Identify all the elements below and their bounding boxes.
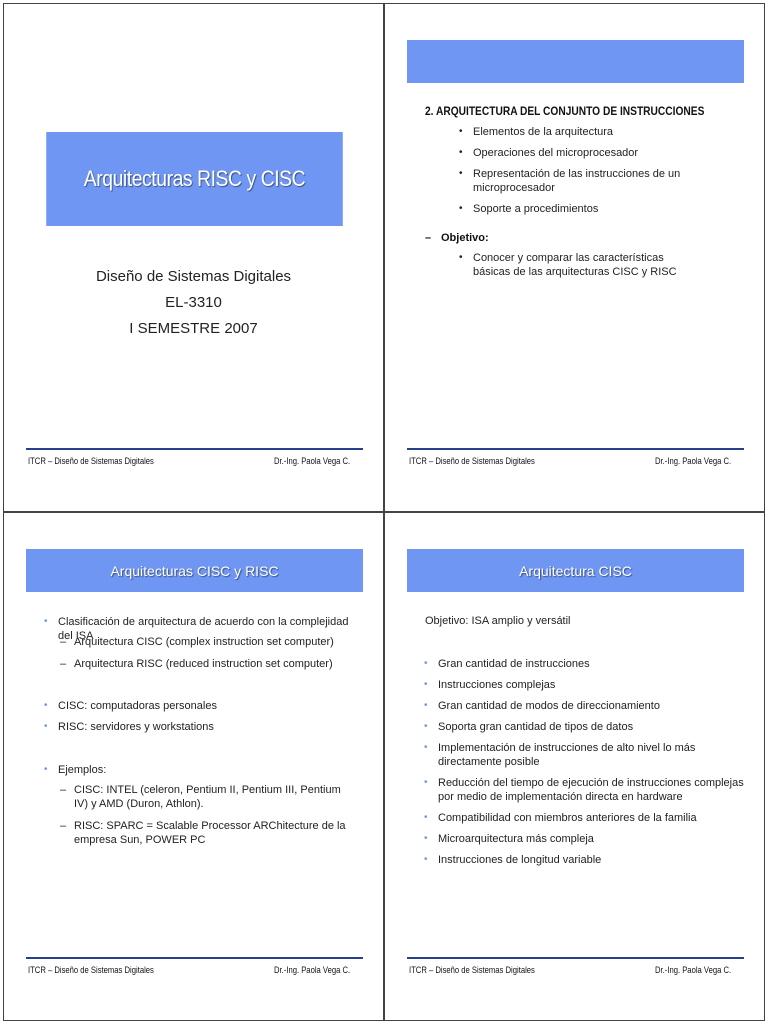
list-item — [74, 783, 349, 811]
slide-2-heading: 2. ARQUITECTURA DEL CONJUNTO DE INSTRUCCIONES — [425, 104, 705, 118]
list-item-text: Gran cantidad de modos de direccionamiento — [438, 700, 660, 712]
list-item-text: Conocer y comparar las características básicas de las arquitecturas CISC y RISC — [473, 252, 677, 278]
list-item — [473, 202, 764, 216]
list-item — [438, 720, 748, 734]
list-item-text: Reducción del tiempo de ejecución de instrucciones complejas por medio de implementación directa en hardware — [438, 777, 744, 803]
list-item-text: Implementación de instrucciones de alto nivel lo más directamente posible — [438, 742, 696, 768]
list-item-text: Representación de las instrucciones de un microprocesador — [473, 168, 681, 194]
slide-3-title: Arquitecturas CISC y RISC — [26, 549, 363, 592]
footer-institution: ITCR – Diseño de Sistemas Digitales — [28, 965, 154, 975]
footer-author: Dr.-Ing. Paola Vega C. — [274, 456, 351, 466]
slide-2-item-list — [473, 125, 764, 223]
list-item — [74, 819, 349, 847]
footer-author: Dr.-Ing. Paola Vega C. — [655, 965, 732, 975]
footer-institution: ITCR – Diseño de Sistemas Digitales — [28, 456, 154, 466]
footer-institution: ITCR – Diseño de Sistemas Digitales — [409, 965, 535, 975]
slide-4-title: Arquitectura CISC — [407, 549, 744, 592]
list-item — [58, 763, 358, 777]
list-item-text: CISC: INTEL (celeron, Pentium II, Pentium III, Pentium IV) y AMD (Duron, Athlon). — [74, 784, 341, 810]
slide-4-objective: Objetivo: ISA amplio y versátil — [425, 615, 571, 627]
list-item-text: RISC: SPARC = Scalable Processor ARChitecture de la empresa Sun, POWER PC — [74, 820, 346, 846]
list-item — [58, 720, 358, 734]
list-item-text: Ejemplos: — [58, 764, 107, 776]
slide-3-sublist-2 — [74, 783, 349, 847]
slide-1-subtitle-code: EL-3310 — [165, 294, 222, 311]
list-item — [473, 146, 764, 160]
list-item — [58, 699, 358, 713]
list-item — [438, 678, 748, 692]
list-item — [473, 125, 764, 139]
list-item-text: Elementos de la arquitectura — [473, 126, 614, 138]
footer-rule — [26, 448, 363, 450]
objective-label: Objetivo: — [441, 232, 489, 244]
slide-1 — [3, 3, 384, 512]
dash-glyph: – — [425, 232, 432, 244]
slide-4-bullet-list — [438, 657, 748, 867]
list-item-text: Microarquitectura más compleja — [438, 833, 594, 845]
list-item-text: Clasificación de arquitectura de acuerdo con la complejidad del ISA — [58, 616, 349, 642]
slide-1-subtitle-semester: I SEMESTRE 2007 — [129, 320, 258, 337]
list-item-text: Soporta gran cantidad de tipos de datos — [438, 721, 634, 733]
slide-4 — [384, 512, 765, 1021]
list-item-text: Soporte a procedimientos — [473, 203, 599, 215]
slide-3-sublist-1 — [74, 635, 359, 679]
list-item — [438, 699, 748, 713]
list-item — [438, 811, 748, 825]
slide-2-title-band — [407, 40, 744, 83]
list-item-text: Arquitectura CISC (complex instruction set computer) — [74, 636, 334, 648]
footer-author: Dr.-Ing. Paola Vega C. — [655, 456, 732, 466]
slide-2-objective — [425, 232, 489, 244]
footer-institution: ITCR – Diseño de Sistemas Digitales — [409, 456, 535, 466]
list-item — [74, 635, 359, 649]
list-item-text: Operaciones del microprocesador — [473, 147, 639, 159]
slide-2-objective-list — [473, 251, 703, 279]
list-item — [438, 832, 748, 846]
list-item — [438, 741, 748, 769]
list-item-text: CISC: computadoras personales — [58, 700, 217, 712]
list-item — [473, 251, 703, 279]
slide-1-title: Arquitecturas RISC y CISC — [46, 132, 343, 226]
slide-1-subtitle-course: Diseño de Sistemas Digitales — [95, 268, 292, 285]
list-item-text: Gran cantidad de instrucciones — [438, 658, 590, 670]
slide-3-bullet-list-3 — [58, 763, 358, 777]
list-item — [438, 853, 748, 867]
footer-rule — [407, 448, 744, 450]
list-item — [74, 657, 359, 671]
footer-author: Dr.-Ing. Paola Vega C. — [274, 965, 351, 975]
list-item-text: Instrucciones complejas — [438, 679, 556, 691]
list-item — [438, 657, 748, 671]
list-item-text: Instrucciones de longitud variable — [438, 854, 602, 866]
slide-3 — [3, 512, 384, 1021]
list-item — [438, 776, 748, 804]
slide-3-bullet-list-2 — [58, 699, 358, 734]
list-item — [473, 167, 764, 195]
slide-2 — [384, 3, 765, 512]
list-item-text: Arquitectura RISC (reduced instruction set computer) — [74, 658, 333, 670]
footer-rule — [407, 957, 744, 959]
list-item-text: RISC: servidores y workstations — [58, 721, 214, 733]
list-item-text: Compatibilidad con miembros anteriores de la familia — [438, 812, 697, 824]
footer-rule — [26, 957, 363, 959]
